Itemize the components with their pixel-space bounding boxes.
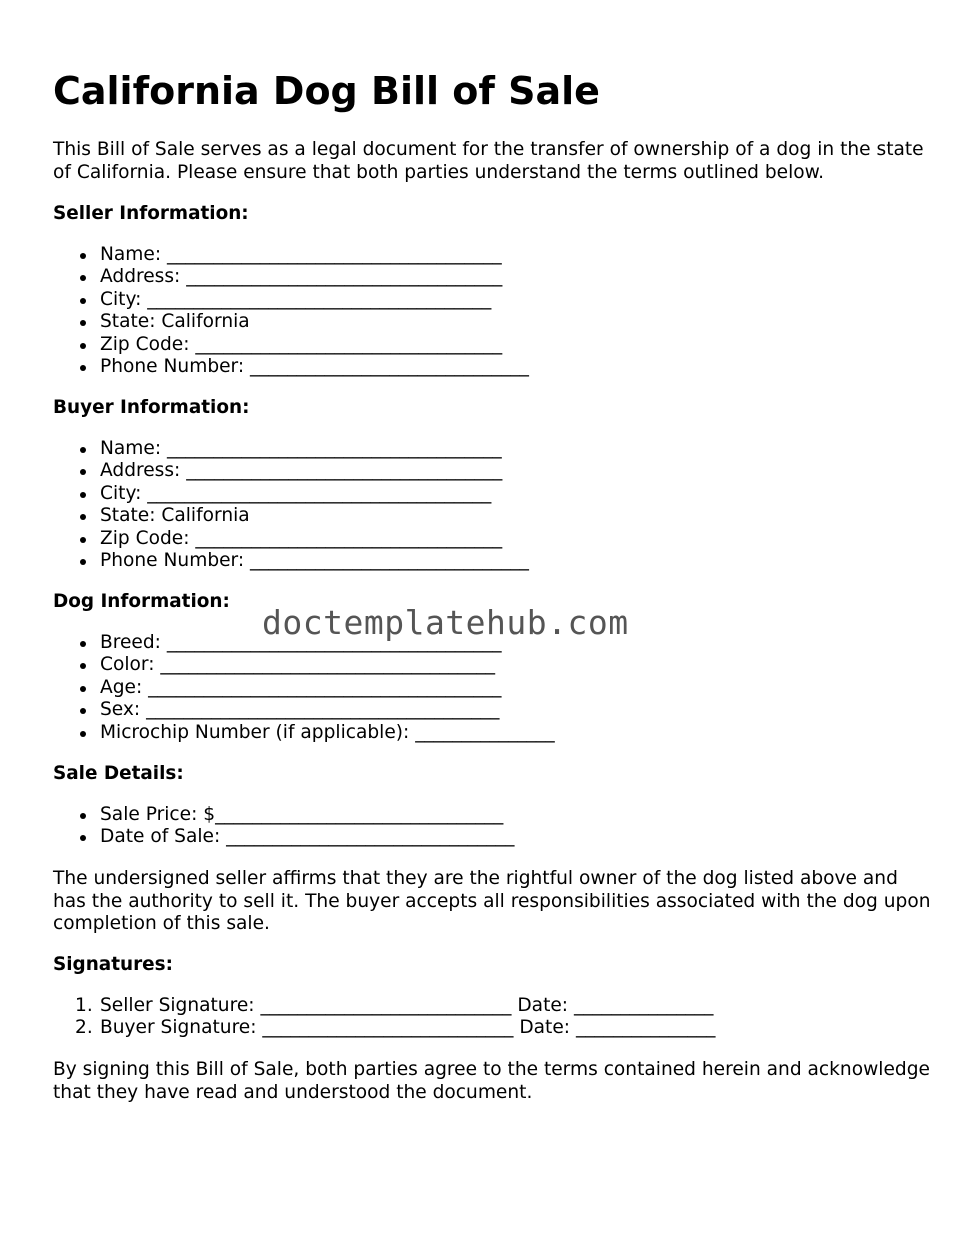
dog-age-field[interactable]: Age: ______________________________________ (53, 677, 555, 699)
seller-address-field[interactable]: Address: __________________________________ (53, 266, 529, 288)
sale-price-field[interactable]: Sale Price: $_______________________________ (53, 804, 514, 826)
buyer-address-field[interactable]: Address: __________________________________ (53, 460, 529, 482)
dog-color-field[interactable]: Color: ____________________________________ (53, 654, 555, 676)
buyer-name-field[interactable]: Name: ____________________________________ (53, 438, 529, 460)
dog-heading: Dog Information: (53, 591, 230, 612)
signatures-heading: Signatures: (53, 954, 173, 975)
seller-state-field: State: California (53, 311, 529, 333)
buyer-signature-line[interactable] (53, 1017, 715, 1039)
sale-date-field[interactable]: Date of Sale: _______________________________ (53, 826, 514, 848)
dog-list (53, 632, 555, 744)
buyer-phone-field[interactable]: Phone Number: ______________________________ (53, 550, 529, 572)
closing-paragraph: By signing this Bill of Sale, both parties agree to the terms contained herein and acknowledge that they have read and understood the document. (53, 1059, 930, 1103)
seller-list (53, 244, 529, 378)
intro-paragraph: This Bill of Sale serves as a legal document for the transfer of ownership of a dog in the state of California. Please ensure that both parties understand the terms outlined below. (53, 139, 924, 183)
buyer-signature-text: Buyer Signature: ___________________________ Date: _______________ (100, 1017, 716, 1039)
buyer-state-field: State: California (53, 505, 529, 527)
sale-list (53, 804, 514, 849)
seller-heading: Seller Information: (53, 203, 249, 224)
dog-microchip-field[interactable]: Microchip Number (if applicable): _______________ (53, 722, 555, 744)
buyer-heading: Buyer Information: (53, 397, 250, 418)
buyer-zip-field[interactable]: Zip Code: _________________________________ (53, 528, 529, 550)
seller-signature-line[interactable] (53, 995, 715, 1017)
sale-heading: Sale Details: (53, 763, 184, 784)
list-number: 2. (75, 1017, 93, 1039)
seller-phone-field[interactable]: Phone Number: ______________________________ (53, 356, 529, 378)
signatures-list (53, 995, 715, 1040)
document-title: California Dog Bill of Sale (53, 69, 600, 113)
affirmation-paragraph: The undersigned seller affirms that they are the rightful owner of the dog listed above and has the authority to sell it. The buyer accepts all responsibilities associated with the dog upon completion of this sale. (53, 868, 931, 934)
list-number: 1. (75, 995, 93, 1016)
seller-zip-field[interactable]: Zip Code: _________________________________ (53, 334, 529, 356)
dog-breed-field[interactable]: Breed: ____________________________________ (53, 632, 555, 654)
buyer-list (53, 438, 529, 572)
dog-sex-field[interactable]: Sex: ______________________________________ (53, 699, 555, 721)
seller-city-field[interactable]: City: _____________________________________ (53, 289, 529, 311)
seller-signature-text: Seller Signature: ___________________________ Date: _______________ (100, 995, 714, 1016)
buyer-city-field[interactable]: City: _____________________________________ (53, 483, 529, 505)
seller-name-field[interactable]: Name: ____________________________________ (53, 244, 529, 266)
watermark: doctemplatehub.com (262, 603, 629, 642)
